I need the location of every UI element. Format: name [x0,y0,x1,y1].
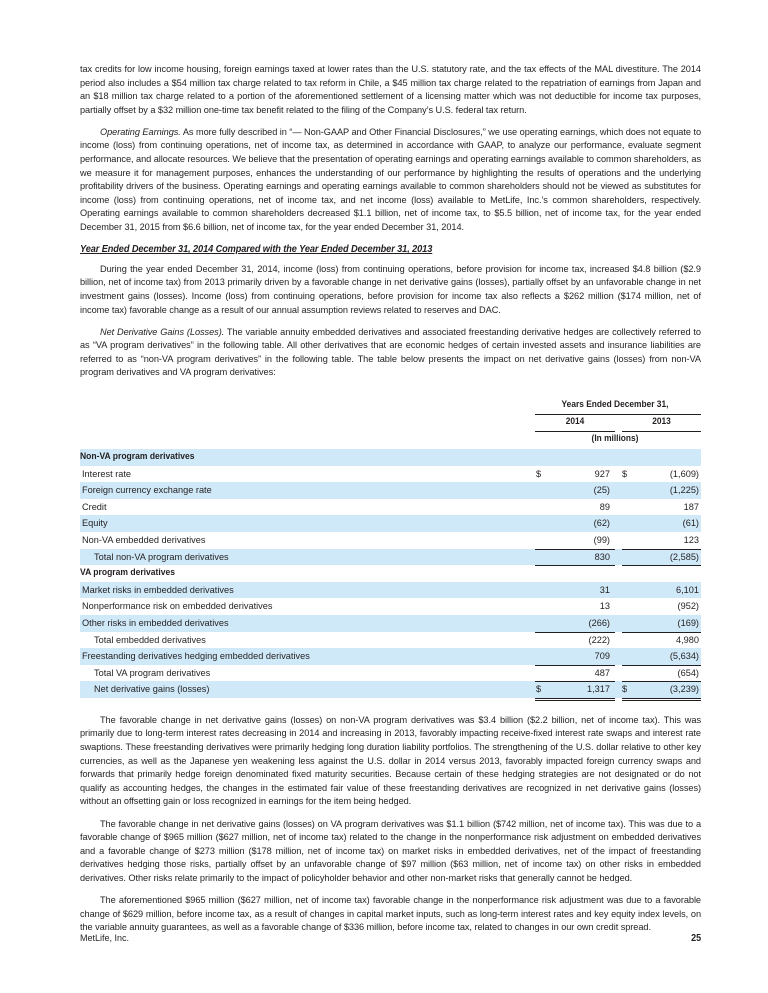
table-row [80,582,701,599]
row-label: Total embedded derivatives [94,634,206,645]
value-2013: 123 [683,534,699,545]
grand-total-double-rule [535,698,615,699]
row-label: VA program derivatives [80,567,176,579]
value-2014: 89 [599,501,610,512]
row-label: Freestanding derivatives hedging embedded derivatives [82,651,310,662]
row-label: Other risks in embedded derivatives [82,617,229,628]
currency-symbol: $ [536,468,542,479]
table-row [80,515,701,532]
row-label: Equity [82,518,108,529]
subtotal-rule [622,632,701,633]
grand-total-double-rule [622,700,701,701]
table-header-years [80,415,701,432]
grand-total-double-rule [622,698,701,699]
table-header-units [80,432,701,449]
row-label: Net derivative gains (losses) [94,684,210,695]
header-col-2014: 2014 [565,415,585,427]
subtotal-rule [622,681,701,682]
value-2013: (1,609) [669,468,699,479]
subtotal-rule [622,665,701,666]
subtotal-rule [535,665,615,666]
row-label: Total VA program derivatives [94,667,211,678]
section-heading: Year Ended December 31, 2014 Compared with the Year Ended December 31, 2013 [80,244,433,256]
value-2014: 927 [594,468,610,479]
paragraph-non-va-change: The favorable change in net derivative gains (losses) on non-VA program derivatives was $3.4 billion ($2.2 billion, net of income tax). This was primarily due to long-term interest rates decreasing in 2014 and increasing in 2013, favorably impacting receive-fixed interest rate swaps and interest rate swaptions. These freestanding derivatives were primarily hedging long duration liability portfolios. The strengthening of the U.S. dollar relative to other key currencies, as well as the Japanese yen weakening less against the U.S. dollar in 2014 versus 2013, favorably impacted foreign currency swaps and forwards that primarily hedge foreign denominated fixed maturity securities. Because certain of these hedging strategies are not designated or do not qualify as accounting hedges, the changes in the estimated fair value of these freestanding derivatives are recognized in net derivative gains (losses) without an offsetting gain or loss recognized in earnings for the item being hedged. [80,714,701,807]
paragraph-nonperformance: The aforementioned $965 million ($627 million, net of income tax) favorable change in the nonperformance risk adjustment was due to a favorable change of $629 million, before income tax, as a result of changes in capital market inputs, such as long-term interest rates and key equity index levels, on the variable annuity guarantees, as well as a favorable change of $336 million, before income tax, related to changes in our own credit spread. [80,895,701,933]
operating-earnings-text: As more fully described in “— Non-GAAP and Other Financial Disclosures,” we use operating earnings, which does not equate to income (loss) from continuing operations, net of income tax, as determined in accordance with GAAP, to analyze our performance, evaluate segment performance, and allocate resources. We believe that the presentation of operating earnings and operating earnings available to common shareholders, as we measure it for management purposes, enhances the understanding of our performance by highlighting the results of operations and the underlying profitability drivers of the business. Operating earnings and operating earnings available to common shareholders should not be viewed as substitutes for income (loss) from continuing operations, net of income tax, and net income (loss) available to MetLife, Inc.’s common shareholders, respectively. Operating earnings available to common shareholders decreased $1.1 billion, net of income tax, to $5.5 billion, net of income tax, for the year ended December 31, 2015 from $6.6 billion, net of income tax, for the year ended December 31, 2014. [80,126,701,233]
row-label: Nonperformance risk on embedded derivatives [82,601,273,612]
table-row [80,615,701,632]
table-row [80,681,701,698]
table-row [80,499,701,516]
grand-total-underline-group [80,698,701,702]
table-row [80,665,701,682]
table-section-row [80,565,701,582]
table-row [80,632,701,649]
row-label: Market risks in embedded derivatives [82,584,234,595]
subtotal-rule [622,549,701,550]
subtotal-rule [535,681,615,682]
table-section-row [80,449,701,466]
derivatives-table [80,398,701,702]
table-row [80,549,701,566]
table-header-group [80,398,701,415]
table-row [80,482,701,499]
currency-symbol: $ [622,468,628,479]
value-2014: (25) [593,485,610,496]
value-2014: 709 [594,651,610,662]
value-2014: (266) [588,617,610,628]
table-row [80,648,701,665]
table-row [80,532,701,549]
value-2013: 6,101 [676,584,699,595]
row-label: Interest rate [82,468,132,479]
net-derivative-lead: Net Derivative Gains (Losses). [100,326,225,337]
value-2014: 487 [594,667,610,678]
table-body [80,449,701,702]
currency-symbol: $ [622,684,628,695]
document-page [80,63,701,943]
grand-total-double-rule [535,700,615,701]
value-2014: 31 [599,584,610,595]
value-2013: (5,634) [669,651,699,662]
subtotal-rule [535,632,615,633]
footer-company: MetLife, Inc. [80,933,130,943]
value-2014: 1,317 [587,684,610,695]
value-2013: (169) [677,617,699,628]
value-2013: (61) [682,518,699,529]
paragraph-tax-credits: tax credits for low income housing, foreign earnings taxed at lower rates than the U.S. statutory rate, and the tax effects of the MAL divestiture. The 2014 period also includes a $54 million tax charge related to tax reform in Chile, a $45 million tax charge related to the repatriation of earnings from Japan and an $18 million tax charge related to a portion of the aforementioned settlement of a licensing matter which was not deductible for income tax purposes, partially offset by a $32 million one-time tax benefit related to the filing of the Company’s U.S. federal tax return. [80,64,701,115]
header-years-ended: Years Ended December 31, [561,398,669,410]
paragraph-2014-results: During the year ended December 31, 2014, income (loss) from continuing operations, before provision for income tax, increased $4.8 billion ($2.9 billion, net of income tax) from 2013 primarily driven by a favorable change in net derivative gains (losses), partially offset by an unfavorable change in net investment gains (losses). Income (loss) from continuing operations, before provision for income tax also reflects a $262 million ($174 million, net of income tax) favorable change as a result of our annual assumption reviews related to reserves and DAC. [80,263,701,315]
paragraph-va-change: The favorable change in net derivative gains (losses) on VA program derivatives was $1.1 billion ($742 million, net of income tax). This was due to a favorable change of $965 million ($627 million, net of income tax) related to the change in the nonperformance risk adjustment on embedded derivatives and a favorable change of $273 million ($178 million, net of income tax) on market risks in embedded derivatives, net of the impact of freestanding derivatives hedging those risks, partially offset by an unfavorable change of $97 million ($63 million, net of income tax) on other risks in embedded derivatives. Other risks relate primarily to the impact of policyholder behavior and other non-market risks that generally cannot be hedged. [80,818,701,883]
footer-page-number: 25 [690,933,701,944]
net-derivative-text: The variable annuity embedded derivatives and associated freestanding derivative hedges are collectively referred to as “VA program derivatives” in the following table. All other derivatives that are economic hedges of certain invested assets and insurance liabilities are referred to as “non-VA program derivatives” in the following table. The table below presents the impact on net derivative gains (losses) from non-VA program derivatives and VA program derivatives: [80,326,701,378]
value-2013: (654) [677,667,699,678]
value-2013: (952) [677,601,699,612]
row-label: Non-VA embedded derivatives [82,534,206,545]
value-2013: (1,225) [669,485,699,496]
subtotal-rule [535,549,615,550]
value-2013: (2,585) [669,551,699,562]
table-row [80,598,701,615]
row-label: Non-VA program derivatives [80,450,195,462]
paragraph-operating-earnings [80,126,701,235]
value-2013: (3,239) [669,684,699,695]
value-2014: 830 [594,551,610,562]
paragraph-net-derivative [80,326,701,380]
value-2013: 4,980 [676,634,699,645]
value-2014: (99) [593,534,610,545]
row-label: Credit [82,501,107,512]
value-2014: 13 [599,601,610,612]
value-2013: 187 [683,501,699,512]
operating-earnings-lead: Operating Earnings. [100,126,181,137]
value-2014: (62) [593,518,610,529]
header-col-2013: 2013 [652,415,671,427]
currency-symbol: $ [536,684,542,695]
value-2014: (222) [588,634,610,645]
row-label: Foreign currency exchange rate [82,485,212,496]
table-row [80,466,701,483]
row-label: Total non-VA program derivatives [94,551,229,562]
header-units: (In millions) [591,432,639,444]
